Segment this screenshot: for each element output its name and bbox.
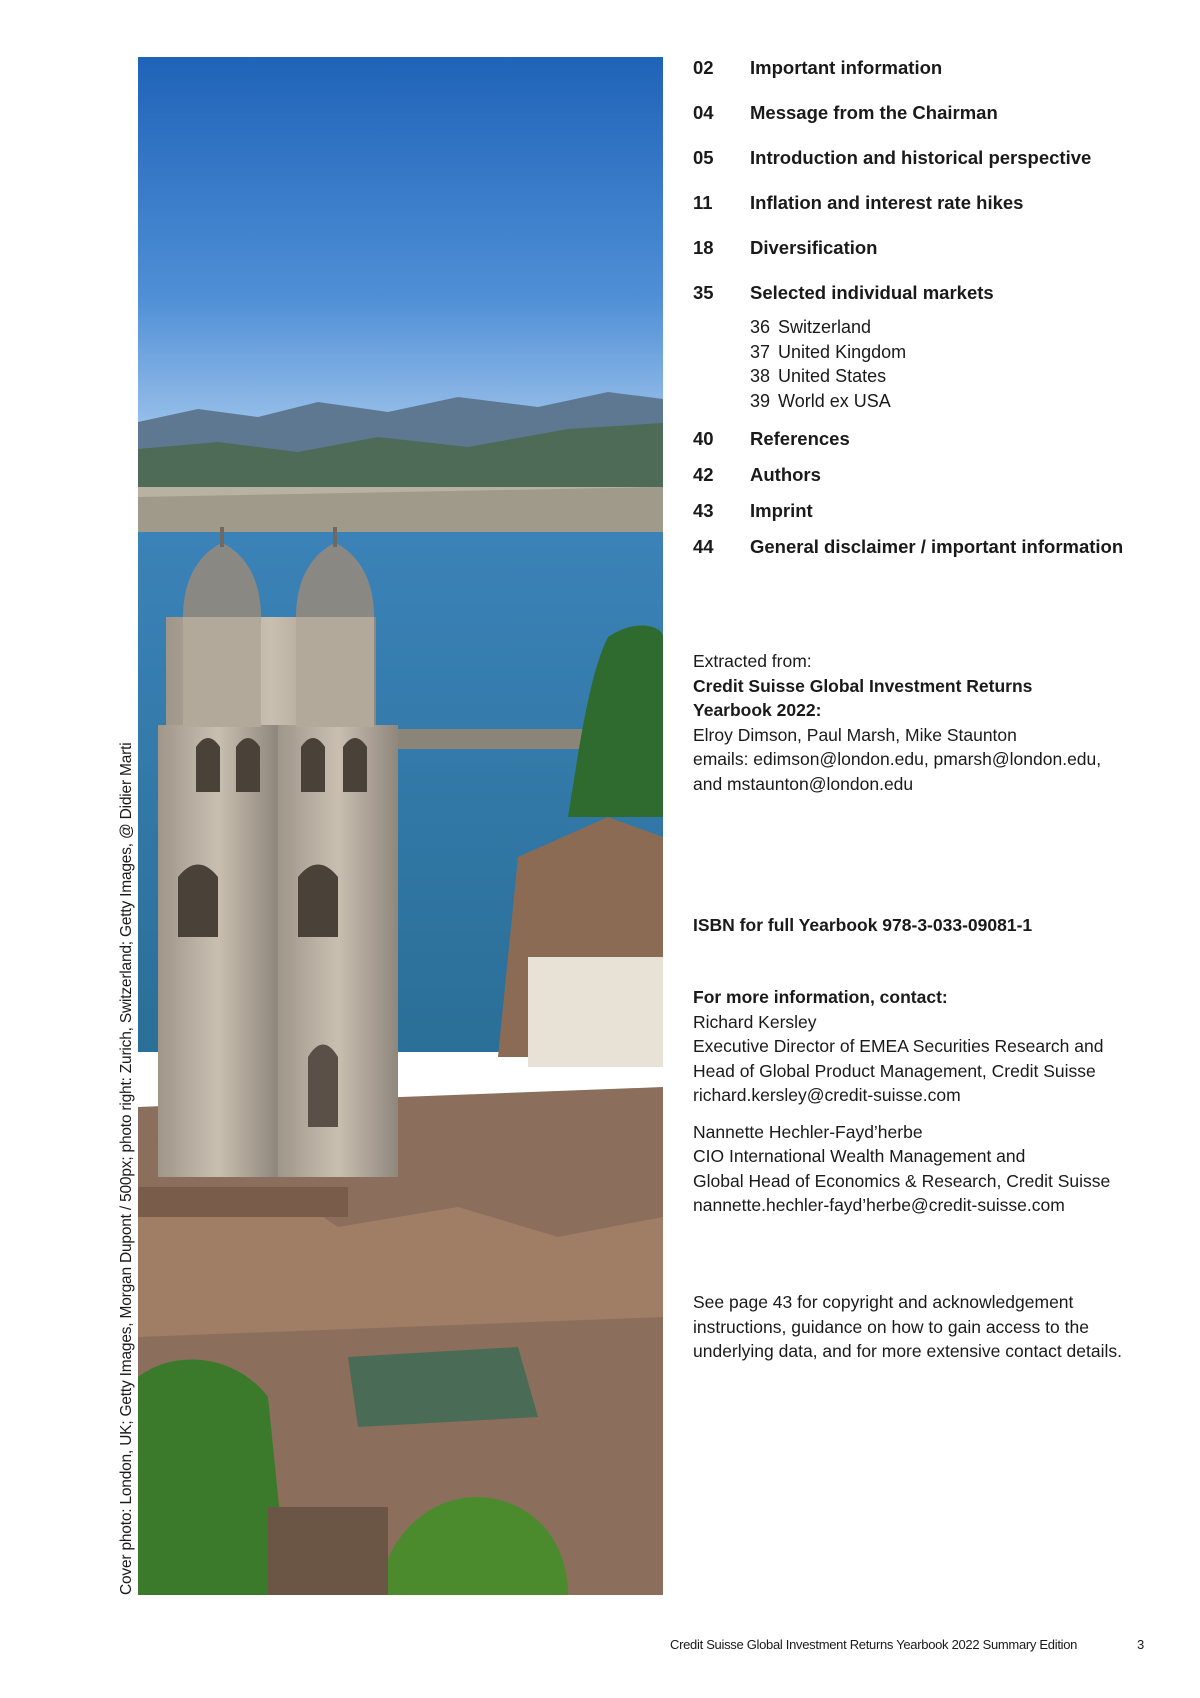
toc-item[interactable]: 44 General disclaimer / important information — [693, 536, 1124, 557]
toc-item[interactable]: 02 Important information — [693, 57, 943, 78]
author-emails-line1: emails: edimson@london.edu, pmarsh@london.edu, — [693, 749, 1102, 769]
copyright-note: See page 43 for copyright and acknowledgement instructions, guidance on how to gain access to the underlying data, and for more extensive contact details. — [693, 1292, 1122, 1361]
toc-item[interactable]: 04 Message from the Chairman — [693, 102, 998, 123]
toc-subitem[interactable]: 39 World ex USA — [750, 390, 891, 411]
yearbook-title-line2: Yearbook 2022: — [693, 700, 822, 720]
table-of-contents — [693, 56, 1183, 559]
toc-item[interactable]: 11 Inflation and interest rate hikes — [693, 192, 1024, 213]
footer-title: Credit Suisse Global Investment Returns Yearbook 2022 Summary Edition — [670, 1637, 1078, 1652]
toc-item[interactable]: 40 References — [693, 428, 850, 449]
cover-photo-zurich-grossmunster — [138, 57, 663, 1595]
contact-role: Executive Director of EMEA Securities Research and — [693, 1036, 1104, 1056]
toc-item[interactable]: 05 Introduction and historical perspective — [693, 147, 1092, 168]
contact-name: Nannette Hechler-Fayd’herbe — [693, 1121, 923, 1142]
extract-intro: Extracted from: — [693, 651, 812, 671]
toc-item[interactable]: 18 Diversification — [693, 237, 878, 258]
contact-email[interactable]: richard.kersley@credit-suisse.com — [693, 1085, 961, 1105]
contact-role: Global Head of Economics & Research, Credit Suisse — [693, 1170, 1111, 1191]
extract-block — [693, 649, 1173, 796]
contact-role: CIO International Wealth Management and — [693, 1146, 1026, 1166]
contact-heading: For more information, contact: — [693, 987, 948, 1007]
isbn: ISBN for full Yearbook 978-3-033-09081-1 — [693, 915, 1033, 935]
author-names: Elroy Dimson, Paul Marsh, Mike Staunton — [693, 724, 1017, 745]
toc-item[interactable]: 42 Authors — [693, 464, 821, 485]
page-number: 3 — [1137, 1637, 1144, 1652]
toc-subsection-list — [693, 315, 1183, 413]
contact-name: Richard Kersley — [693, 1011, 817, 1032]
toc-subitem[interactable]: 38 United States — [750, 366, 887, 386]
toc-subitem[interactable]: 37 United Kingdom — [750, 341, 907, 362]
toc-item[interactable]: 43 Imprint — [693, 500, 813, 521]
photo-credit: Cover photo: London, UK; Getty Images, Morgan Dupont / 500px; photo right: Zurich, Switzerland; Getty Images, @ Didier Marti — [118, 742, 135, 1595]
author-emails-line2: and mstaunton@london.edu — [693, 773, 914, 794]
yearbook-title-line1: Credit Suisse Global Investment Returns — [693, 675, 1033, 696]
contact-email[interactable]: nannette.hechler-fayd’herbe@credit-suisse.com — [693, 1195, 1065, 1215]
toc-subitem[interactable]: 36 Switzerland — [750, 317, 872, 337]
contact-block — [693, 985, 1173, 1218]
contact-role: Head of Global Product Management, Credit Suisse — [693, 1060, 1096, 1081]
toc-item[interactable]: 35 Selected individual markets — [693, 282, 994, 303]
